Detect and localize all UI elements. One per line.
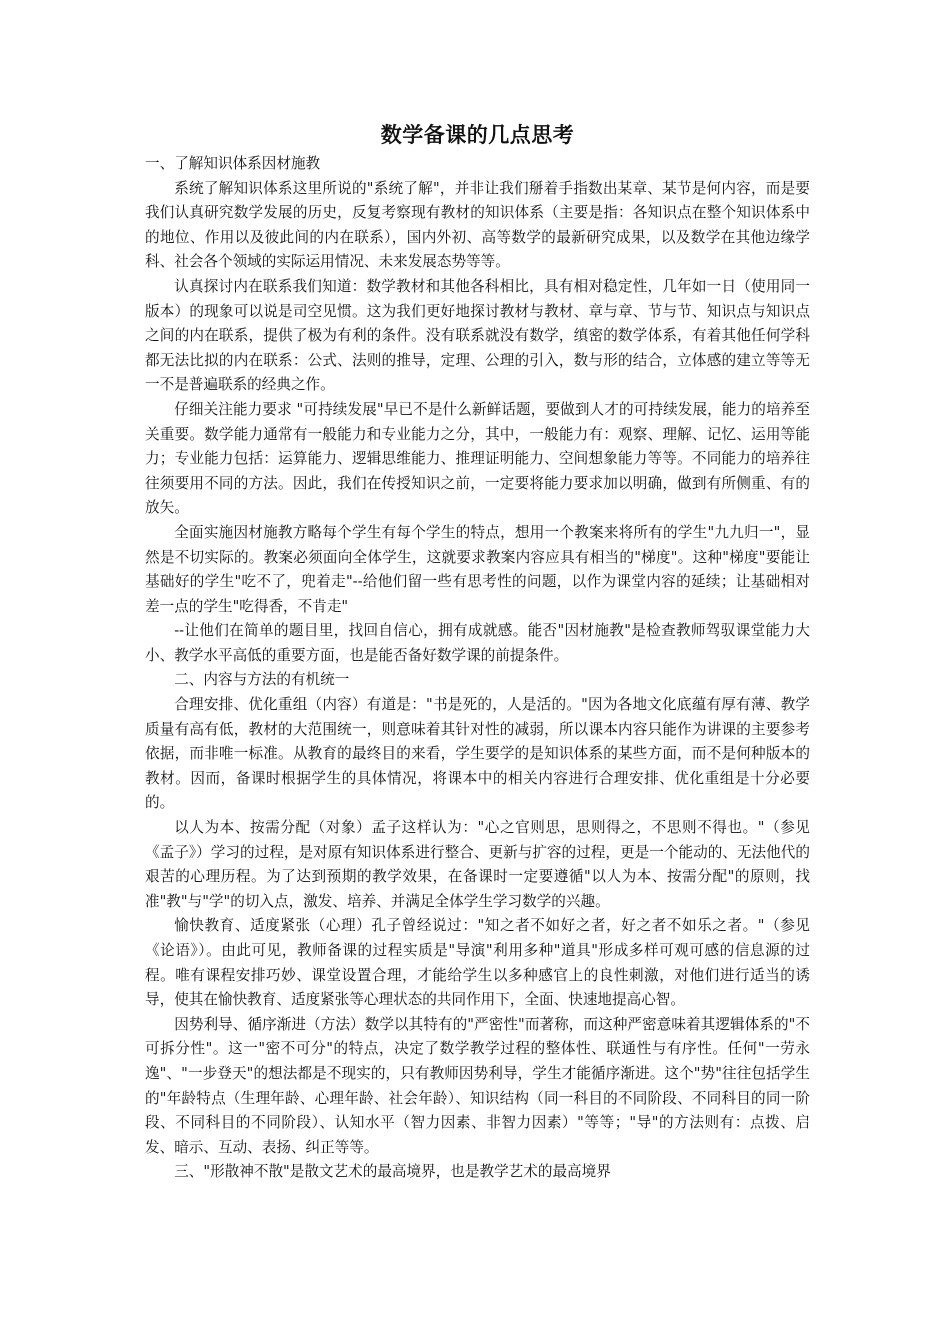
document-page: [145, 118, 810, 1185]
section-heading: 一、了解知识体系因材施教: [145, 155, 321, 172]
body-paragraph: 全面实施因材施教方略每个学生有每个学生的特点，想用一个教案来将所有的学生"九九归一"，显然是不切实际的。教案必须面向全体学生，这就要求教案内容应具有相当的"梯度"。这种"梯度"要能让基础好的学生"吃不了，兜着走"--给他们留一些有思考性的问题，以作为课堂内容的延续；让基础相对差一点的学生"吃得香，不肯走": [145, 523, 810, 615]
document-title: 数学备课的几点思考: [380, 123, 575, 147]
body-paragraph: --让他们在简单的题目里，找回自信心，拥有成就感。能否"因材施教"是检查教师驾驭课堂能力大小、教学水平高低的重要方面，也是能否备好数学课的前提条件。: [145, 622, 810, 664]
section-heading: 三、"形散神不散"是散文艺术的最高境界，也是教学艺术的最高境界: [174, 1163, 611, 1181]
body-paragraph: 因势利导、循序渐进（方法）数学以其特有的"严密性"而著称，而这种严密意味着其逻辑体系的"不可拆分性"。这一"密不可分"的特点，决定了数学教学过程的整体性、联通性与有序性。任何"一劳永逸"、"一步登天"的想法都是不现实的，只有教师因势利导，学生才能循序渐进。这个"势"往往包括学生的"年龄特点（生理年龄、心理年龄、社会年龄）、知识结构（同一科目的不同阶段、不同科目的同一阶段、不同科目的不同阶段）、认知水平（智力因素、非智力因素）"等等；"导"的方法则有：点拨、启发、暗示、互动、表扬、纠正等等。: [145, 1015, 810, 1156]
body-paragraph: 系统了解知识体系这里所说的"系统了解"，并非让我们掰着手指数出某章、某节是何内容，而是要我们认真研究数学发展的历史，反复考察现有教材的知识体系（主要是指：各知识点在整个知识体系中的地位、作用以及彼此间的内在联系），国内外初、高等数学的最新研究成果，以及数学在其他边缘学科、社会各个领域的实际运用情况、未来发展态势等等。: [145, 179, 810, 271]
body-paragraph: 仔细关注能力要求 "可持续发展"早已不是什么新鲜话题，要做到人才的可持续发展，能力的培养至关重要。数学能力通常有一般能力和专业能力之分，其中，一般能力有：观察、理解、记忆、运用等能力；专业能力包括：运算能力、逻辑思维能力、推理证明能力、空间想象能力等等。不同能力的培养往往须要用不同的方法。因此，我们在传授知识之前，一定要将能力要求加以明确，做到有所侧重、有的放矢。: [145, 400, 810, 517]
body-paragraph: 愉快教育、适度紧张（心理）孔子曾经说过："知之者不如好之者，好之者不如乐之者。"（参见《论语》）。由此可见，教师备课的过程实质是"导演"利用多种"道具"形成多样可观可感的信息源的过程。唯有课程安排巧妙、课堂设置合理，才能给学生以多种感官上的良性刺激，对他们进行适当的诱导，使其在愉快教育、适度紧张等心理状态的共同作用下，全面、快速地提高心智。: [145, 917, 810, 1009]
body-paragraph: 认真探讨内在联系我们知道：数学教材和其他各科相比，具有相对稳定性，几年如一日（使用同一版本）的现象可以说是司空见惯。这为我们更好地探讨教材与教材、章与章、节与节、知识点与知识点之间的内在联系，提供了极为有利的条件。没有联系就没有数学，缜密的数学体系，有着其他任何学科都无法比拟的内在联系：公式、法则的推导，定理、公理的引入，数与形的结合，立体感的建立等等无一不是普遍联系的经典之作。: [145, 277, 810, 394]
body-paragraph: 合理安排、优化重组（内容）有道是："书是死的，人是活的。"因为各地文化底蕴有厚有薄、教学质量有高有低，教材的大范围统一，则意味着其针对性的减弱，所以课本内容只能作为讲课的主要参考依据，而非唯一标准。从教育的最终目的来看，学生要学的是知识体系的某些方面，而不是何种版本的教材。因而，备课时根据学生的具体情况，将课本中的相关内容进行合理安排、优化重组是十分必要的。: [145, 696, 810, 812]
section-heading: 二、内容与方法的有机统一: [174, 671, 350, 689]
body-paragraph: 以人为本、按需分配（对象）孟子这样认为："心之官则思，思则得之，不思则不得也。"（参见《孟子》）学习的过程，是对原有知识体系进行整合、更新与扩容的过程，更是一个能动的、无法他代的艰苦的心理历程。为了达到预期的教学效果，在备课时一定要遵循"以人为本、按需分配"的原则，找准"教"与"学"的切入点，激发、培养、并满足全体学生学习数学的兴趣。: [145, 819, 810, 910]
